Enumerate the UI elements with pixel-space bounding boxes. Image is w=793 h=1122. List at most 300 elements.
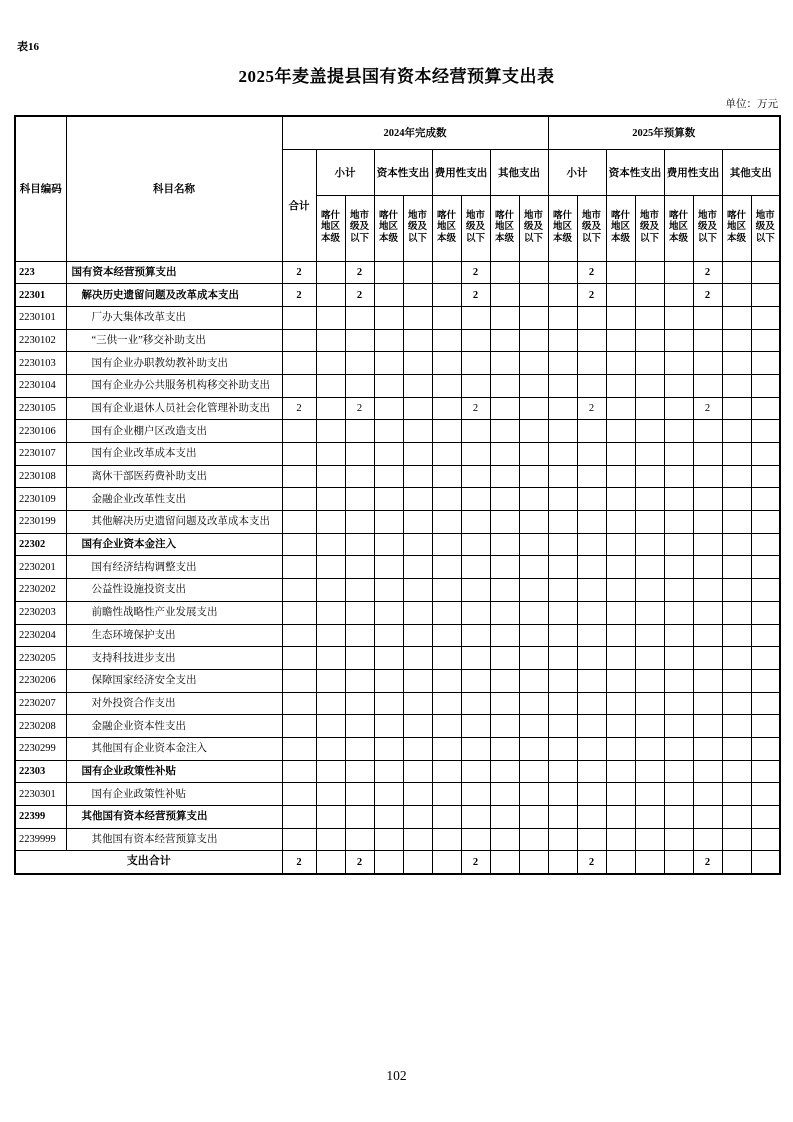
value-cell (490, 329, 519, 352)
value-cell (548, 533, 577, 556)
value-cell (374, 760, 403, 783)
value-cell (519, 851, 548, 874)
row-code: 2230208 (15, 715, 66, 738)
value-cell (577, 715, 606, 738)
value-cell (345, 533, 374, 556)
value-cell (432, 443, 461, 466)
value-cell (722, 488, 751, 511)
value-cell (519, 511, 548, 534)
value-cell (519, 374, 548, 397)
value-cell (432, 465, 461, 488)
value-cell (374, 579, 403, 602)
value-cell (548, 715, 577, 738)
row-code: 2230299 (15, 737, 66, 760)
value-cell (403, 284, 432, 307)
row-code: 2230206 (15, 669, 66, 692)
value-cell (432, 488, 461, 511)
region-header-prefecture: 地市级及以下 (403, 195, 432, 261)
value-cell: 2 (693, 397, 722, 420)
value-cell (282, 647, 316, 670)
value-cell (490, 533, 519, 556)
value-cell (519, 760, 548, 783)
value-cell (635, 284, 664, 307)
value-cell (751, 601, 780, 624)
row-name: 国有企业办公共服务机构移交补助支出 (66, 374, 282, 397)
row-code: 2230203 (15, 601, 66, 624)
value-cell (345, 806, 374, 829)
value-cell (345, 488, 374, 511)
value-cell (490, 760, 519, 783)
value-cell (693, 579, 722, 602)
value-cell: 2 (693, 284, 722, 307)
page-number: 102 (386, 1068, 407, 1083)
subgroup-2025-subtotal: 小计 (548, 149, 606, 195)
value-cell (345, 579, 374, 602)
value-cell (664, 806, 693, 829)
value-cell (635, 806, 664, 829)
value-cell (722, 624, 751, 647)
value-cell (751, 669, 780, 692)
value-cell (316, 261, 345, 284)
value-cell (635, 329, 664, 352)
value-cell (693, 737, 722, 760)
table-row (15, 374, 780, 397)
region-header-kashi: 喀什地区本级 (374, 195, 403, 261)
value-cell (282, 374, 316, 397)
value-cell (490, 465, 519, 488)
value-cell (519, 737, 548, 760)
value-cell (519, 284, 548, 307)
subgroup-2024-subtotal: 小计 (316, 149, 374, 195)
value-cell (577, 760, 606, 783)
subgroup-2025-expense: 费用性支出 (664, 149, 722, 195)
value-cell (316, 760, 345, 783)
value-cell (548, 420, 577, 443)
value-cell: 2 (345, 397, 374, 420)
value-cell (461, 647, 490, 670)
row-name: 国有企业退休人员社会化管理补助支出 (66, 397, 282, 420)
value-cell (722, 284, 751, 307)
value-cell (345, 420, 374, 443)
value-cell: 2 (461, 261, 490, 284)
value-cell (606, 329, 635, 352)
value-cell (722, 806, 751, 829)
value-cell (490, 420, 519, 443)
value-cell (664, 374, 693, 397)
row-name: 公益性设施投资支出 (66, 579, 282, 602)
value-cell (316, 284, 345, 307)
value-cell (693, 352, 722, 375)
value-cell (490, 443, 519, 466)
value-cell (345, 783, 374, 806)
value-cell (374, 352, 403, 375)
value-cell (316, 737, 345, 760)
value-cell: 2 (461, 284, 490, 307)
value-cell (432, 624, 461, 647)
value-cell (548, 465, 577, 488)
value-cell (403, 579, 432, 602)
value-cell (548, 556, 577, 579)
value-cell (751, 737, 780, 760)
value-cell (316, 783, 345, 806)
value-cell (519, 828, 548, 851)
value-cell (635, 760, 664, 783)
value-cell (606, 306, 635, 329)
value-cell (490, 579, 519, 602)
value-cell (722, 851, 751, 874)
row-name: 其他国有资本经营预算支出 (66, 828, 282, 851)
row-name: 国有企业政策性补贴 (66, 760, 282, 783)
value-cell (722, 329, 751, 352)
row-code: 2239999 (15, 828, 66, 851)
value-cell (606, 737, 635, 760)
value-cell (374, 783, 403, 806)
row-name: 对外投资合作支出 (66, 692, 282, 715)
value-cell (461, 579, 490, 602)
value-cell (722, 374, 751, 397)
row-name: 解决历史遗留问题及改革成本支出 (66, 284, 282, 307)
value-cell (432, 806, 461, 829)
value-cell (751, 284, 780, 307)
value-cell (577, 828, 606, 851)
value-cell (519, 420, 548, 443)
value-cell: 2 (282, 851, 316, 874)
value-cell (548, 329, 577, 352)
subgroup-2024-expense: 费用性支出 (432, 149, 490, 195)
value-cell (751, 624, 780, 647)
table-header (15, 116, 780, 261)
value-cell (490, 737, 519, 760)
value-cell (577, 533, 606, 556)
row-code: 2230199 (15, 511, 66, 534)
value-cell (606, 806, 635, 829)
value-cell (282, 443, 316, 466)
value-cell (722, 647, 751, 670)
region-header-kashi: 喀什地区本级 (316, 195, 345, 261)
value-cell (548, 488, 577, 511)
value-cell (577, 465, 606, 488)
value-cell (432, 329, 461, 352)
value-cell: 2 (345, 851, 374, 874)
value-cell (664, 669, 693, 692)
table-tag: 表16 (17, 41, 39, 53)
table-row (15, 261, 780, 284)
value-cell (519, 352, 548, 375)
value-cell (751, 261, 780, 284)
row-name: 厂办大集体改革支出 (66, 306, 282, 329)
table-row (15, 624, 780, 647)
value-cell: 2 (345, 284, 374, 307)
table-row (15, 783, 780, 806)
value-cell (403, 420, 432, 443)
value-cell (461, 420, 490, 443)
value-cell (374, 851, 403, 874)
value-cell (693, 374, 722, 397)
value-cell (461, 737, 490, 760)
value-cell (577, 488, 606, 511)
value-cell (316, 715, 345, 738)
value-cell (316, 488, 345, 511)
budget-table (14, 115, 781, 875)
value-cell (635, 783, 664, 806)
value-cell (403, 760, 432, 783)
row-name: 国有企业办职教幼教补助支出 (66, 352, 282, 375)
value-cell (282, 737, 316, 760)
value-cell (316, 329, 345, 352)
value-cell (722, 579, 751, 602)
row-code: 2230103 (15, 352, 66, 375)
table-body (15, 261, 780, 874)
value-cell (432, 692, 461, 715)
value-cell (316, 511, 345, 534)
value-cell (722, 306, 751, 329)
value-cell (403, 737, 432, 760)
value-cell (403, 647, 432, 670)
value-cell (693, 443, 722, 466)
value-cell (722, 352, 751, 375)
value-cell (635, 579, 664, 602)
value-cell (635, 352, 664, 375)
value-cell (664, 511, 693, 534)
table-row (15, 329, 780, 352)
header-row-groups (15, 116, 780, 149)
value-cell (606, 533, 635, 556)
value-cell (722, 783, 751, 806)
value-cell (490, 488, 519, 511)
value-cell (432, 715, 461, 738)
value-cell (722, 511, 751, 534)
value-cell (693, 624, 722, 647)
value-cell (490, 556, 519, 579)
value-cell (635, 669, 664, 692)
row-name: 离休干部医药费补助支出 (66, 465, 282, 488)
value-cell (345, 511, 374, 534)
value-cell (577, 329, 606, 352)
value-cell (316, 443, 345, 466)
value-cell (374, 692, 403, 715)
value-cell (635, 715, 664, 738)
value-cell (490, 624, 519, 647)
value-cell (664, 556, 693, 579)
value-cell (722, 669, 751, 692)
group-header-2024: 2024年完成数 (282, 116, 548, 149)
value-cell (751, 352, 780, 375)
col-header-total: 合计 (282, 149, 316, 261)
value-cell (432, 511, 461, 534)
value-cell (606, 692, 635, 715)
value-cell (374, 465, 403, 488)
region-header-prefecture: 地市级及以下 (751, 195, 780, 261)
value-cell (432, 374, 461, 397)
value-cell (664, 828, 693, 851)
value-cell (490, 306, 519, 329)
value-cell (664, 601, 693, 624)
value-cell (316, 533, 345, 556)
table-row (15, 488, 780, 511)
value-cell (282, 601, 316, 624)
value-cell (490, 851, 519, 874)
value-cell (577, 352, 606, 375)
value-cell (751, 511, 780, 534)
value-cell (316, 579, 345, 602)
value-cell (316, 851, 345, 874)
value-cell (432, 556, 461, 579)
value-cell (403, 329, 432, 352)
value-cell (751, 647, 780, 670)
value-cell (490, 374, 519, 397)
value-cell (519, 579, 548, 602)
value-cell (693, 556, 722, 579)
value-cell (751, 828, 780, 851)
value-cell (461, 556, 490, 579)
row-code: 2230201 (15, 556, 66, 579)
region-header-prefecture: 地市级及以下 (577, 195, 606, 261)
value-cell (548, 647, 577, 670)
value-cell (606, 624, 635, 647)
value-cell: 2 (282, 261, 316, 284)
value-cell (606, 443, 635, 466)
value-cell (490, 715, 519, 738)
value-cell (519, 601, 548, 624)
value-cell (461, 511, 490, 534)
region-header-kashi: 喀什地区本级 (722, 195, 751, 261)
value-cell (432, 851, 461, 874)
value-cell (519, 306, 548, 329)
unit-note: 单位：万元 (725, 99, 778, 110)
value-cell (664, 261, 693, 284)
value-cell (664, 647, 693, 670)
value-cell (316, 806, 345, 829)
value-cell (316, 601, 345, 624)
value-cell (403, 692, 432, 715)
value-cell (751, 783, 780, 806)
value-cell (606, 601, 635, 624)
value-cell (635, 261, 664, 284)
value-cell (316, 647, 345, 670)
value-cell (403, 851, 432, 874)
value-cell (282, 715, 316, 738)
value-cell (403, 783, 432, 806)
value-cell (282, 828, 316, 851)
value-cell (432, 261, 461, 284)
value-cell (345, 715, 374, 738)
value-cell (403, 601, 432, 624)
value-cell (606, 397, 635, 420)
value-cell (635, 737, 664, 760)
value-cell (693, 329, 722, 352)
value-cell (403, 488, 432, 511)
value-cell (635, 601, 664, 624)
value-cell (635, 420, 664, 443)
row-name: 国有企业棚户区改造支出 (66, 420, 282, 443)
value-cell (345, 624, 374, 647)
value-cell (282, 488, 316, 511)
value-cell (606, 715, 635, 738)
value-cell (751, 715, 780, 738)
value-cell (282, 624, 316, 647)
value-cell: 2 (461, 397, 490, 420)
value-cell (577, 374, 606, 397)
value-cell (374, 737, 403, 760)
value-cell (693, 306, 722, 329)
subgroup-2024-capital: 资本性支出 (374, 149, 432, 195)
value-cell (693, 783, 722, 806)
value-cell (548, 397, 577, 420)
value-cell (461, 306, 490, 329)
value-cell (374, 556, 403, 579)
value-cell (461, 783, 490, 806)
value-cell (664, 579, 693, 602)
value-cell (432, 760, 461, 783)
value-cell: 2 (693, 851, 722, 874)
table-row (15, 420, 780, 443)
value-cell (751, 329, 780, 352)
value-cell (751, 465, 780, 488)
value-cell (635, 851, 664, 874)
value-cell (606, 374, 635, 397)
value-cell (432, 284, 461, 307)
value-cell (606, 284, 635, 307)
row-name: 保障国家经济安全支出 (66, 669, 282, 692)
value-cell (374, 374, 403, 397)
value-cell (722, 715, 751, 738)
value-cell (606, 261, 635, 284)
value-cell: 2 (282, 397, 316, 420)
value-cell (519, 488, 548, 511)
row-name: 国有企业政策性补贴 (66, 783, 282, 806)
value-cell (461, 828, 490, 851)
value-cell (403, 715, 432, 738)
value-cell (461, 443, 490, 466)
row-code: 2230106 (15, 420, 66, 443)
value-cell (403, 624, 432, 647)
value-cell (432, 420, 461, 443)
value-cell (722, 420, 751, 443)
footer-total-row (15, 851, 780, 874)
row-code: 2230107 (15, 443, 66, 466)
value-cell (577, 306, 606, 329)
value-cell (722, 601, 751, 624)
value-cell (577, 669, 606, 692)
value-cell (635, 511, 664, 534)
value-cell (693, 465, 722, 488)
value-cell (282, 306, 316, 329)
value-cell (722, 261, 751, 284)
row-name: 其他解决历史遗留问题及改革成本支出 (66, 511, 282, 534)
value-cell (490, 669, 519, 692)
value-cell (722, 692, 751, 715)
value-cell (693, 647, 722, 670)
row-code: 22302 (15, 533, 66, 556)
page-title: 2025年麦盖提县国有资本经营预算支出表 (238, 67, 555, 86)
value-cell (490, 511, 519, 534)
value-cell (403, 443, 432, 466)
value-cell (374, 261, 403, 284)
value-cell (282, 533, 316, 556)
value-cell (693, 601, 722, 624)
value-cell (374, 715, 403, 738)
value-cell (577, 420, 606, 443)
value-cell (345, 692, 374, 715)
value-cell (316, 352, 345, 375)
value-cell (606, 579, 635, 602)
value-cell (635, 306, 664, 329)
value-cell (374, 806, 403, 829)
value-cell (693, 760, 722, 783)
value-cell (432, 669, 461, 692)
value-cell (577, 601, 606, 624)
value-cell (403, 806, 432, 829)
